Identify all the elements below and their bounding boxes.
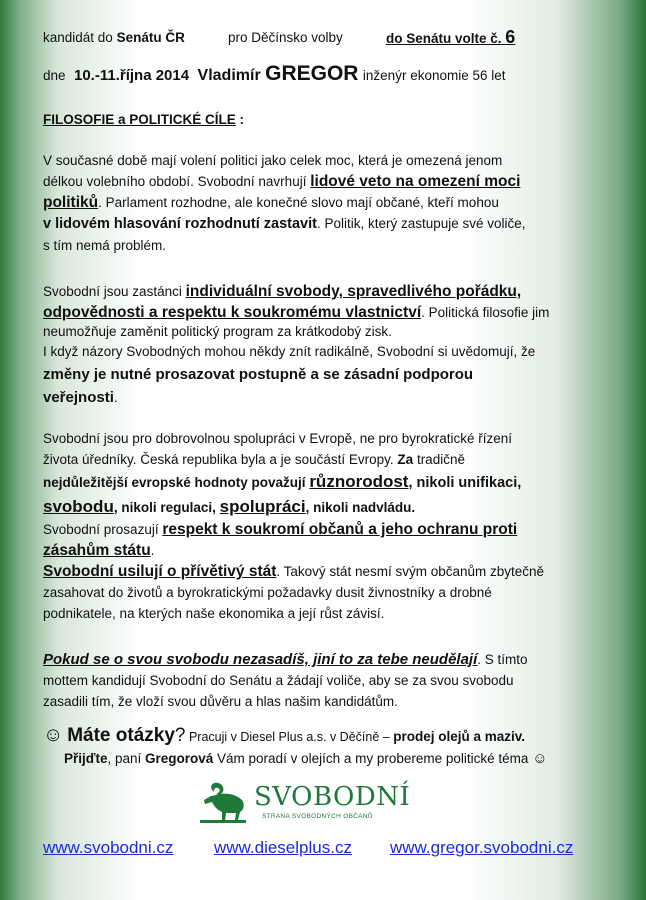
paragraph-4 [43, 649, 528, 712]
vote-label: do Senátu volte č. [386, 31, 506, 46]
link-dieselplus[interactable]: www.dieselplus.cz [214, 838, 352, 857]
section-title-colon: : [239, 112, 245, 127]
smiley-icon: ☺ [532, 750, 548, 767]
bold-text: , nikoli regulaci, [113, 500, 220, 515]
bold-text: nejdůležitější evropské hodnoty považují [43, 475, 310, 490]
link-svobodni[interactable]: www.svobodni.cz [43, 838, 174, 857]
header-election: pro Děčínsko volby [228, 30, 343, 45]
text-span: délkou volebního období. Svobodní navrhují [43, 174, 311, 189]
question-mark: ? [174, 725, 186, 746]
bold-text: v lidovém hlasování rozhodnutí zastavit [43, 216, 317, 232]
logo-subtitle: STRANA SVOBODNÝCH OBČANŮ [262, 813, 373, 820]
text-span: Svobodní prosazují [43, 522, 163, 537]
election-date: 10.-11.října 2014 [73, 67, 190, 84]
text-line: V současné době mají volení politici jako celek moc, která je omezená jenom [43, 153, 503, 168]
text-line [43, 449, 544, 470]
contact-line-1 [43, 724, 525, 747]
header-senate: Senátu ČR [116, 30, 185, 45]
text-line [43, 171, 526, 192]
vote-number: 6 [505, 27, 516, 47]
link-gregor[interactable]: www.gregor.svobodni.cz [390, 838, 574, 857]
bold-text: , nikoli unifikaci, [408, 475, 522, 491]
text-span: . S tímto [477, 652, 528, 667]
text-line: s tím nemá problém. [43, 238, 167, 253]
header-vote-number [386, 27, 515, 48]
text-span: . Parlament rozhodne, ale konečné slovo mají občané, kteří mohou [98, 195, 499, 210]
products-text: prodej olejů a maziv. [393, 729, 525, 744]
motto-text: Pokud se o svou svobodu nezasadíš, jiní to za tebe neudělají [43, 651, 478, 668]
text-span: života úředníky. Česká republika byla a je součástí Evropy. [43, 452, 398, 467]
questions-heading: Máte otázky [67, 725, 175, 746]
text-line: neumožňuje zaměnit politický program za krátkodobý zisk. [43, 324, 392, 339]
text-line [43, 495, 544, 519]
text-line [43, 192, 526, 213]
candidate-info: inženýr ekonomie 56 let [362, 68, 506, 83]
text-line [43, 649, 528, 670]
highlight-text: respekt k soukromí občanů a jeho ochranu proti [162, 521, 518, 538]
text-span: Vám poradí v olejích a my probereme politické téma [213, 751, 533, 766]
bold-text: veřejnosti [43, 389, 114, 406]
text-line: mottem kandidují Svobodní do Senátu a žádají voliče, aby se za svou svobodu [43, 673, 514, 688]
highlight-text: zásahům státu [43, 542, 151, 559]
text-line [43, 561, 544, 582]
highlight-text: odpovědnosti a respektu k soukromému vlastnictví [43, 304, 422, 321]
text-line: Svobodní jsou pro dobrovolnou spolupráci v Evropě, ne pro byrokratické řízení [43, 431, 513, 446]
work-text: Pracuji v Diesel Plus a.s. v Děčíně – [185, 730, 394, 744]
text-span: . Politická filosofie jim [421, 305, 550, 320]
highlight-text: lidové veto na omezení moci [310, 173, 521, 190]
highlight-text: individuální svobody, spravedlivého pořádku, [185, 283, 522, 300]
highlight-text: svobodu [43, 497, 114, 516]
text-span: , paní [107, 751, 145, 766]
text-span: . [113, 390, 118, 405]
bold-text: Gregorová [145, 751, 214, 766]
bold-text: , nikoli nadvládu. [305, 500, 416, 515]
text-line: I když názory Svobodných mohou někdy znít radikálně, Svobodní si uvědomují, že [43, 344, 536, 359]
text-line [43, 213, 526, 235]
highlight-text: Svobodní usilují o přívětivý stát [43, 563, 277, 580]
bold-text: Za [397, 452, 414, 467]
text-line [43, 519, 544, 540]
ram-icon [198, 780, 248, 826]
highlight-text: různorodost [309, 472, 409, 491]
text-line: podnikatele, na kterých naše ekonomika a její růst závisí. [43, 606, 385, 621]
text-line [43, 281, 549, 302]
paragraph-1 [43, 150, 526, 256]
text-span: tradičně [413, 452, 465, 467]
header-text: kandidát do [43, 30, 117, 45]
text-line [43, 540, 544, 561]
section-title-text: FILOSOFIE a POLITICKÉ CÍLE [43, 112, 236, 127]
highlight-text: spolupráci [219, 497, 306, 516]
header-line-1 [43, 30, 185, 45]
logo-text: SVOBODNÍ [254, 782, 411, 812]
paragraph-2 [43, 281, 549, 409]
bold-text: změny je nutné prosazovat postupně a se zásadní podporou [43, 366, 474, 383]
text-span: . Politik, který zastupuje své voliče, [316, 216, 526, 231]
contact-line-2 [64, 750, 548, 767]
paragraph-3 [43, 428, 544, 624]
text-span: Svobodní jsou zastánci [43, 284, 186, 299]
text-span: . Takový stát nesmí svým občanům zbytečně [276, 564, 545, 579]
date-label: dne [43, 68, 66, 83]
candidate-first-name: Vladimír [197, 67, 261, 84]
candidate-last-name: GREGOR [265, 62, 359, 85]
text-line: zasadili tím, že vloží svou důvěru a hlas našim kandidátům. [43, 694, 398, 709]
svobodni-logo [198, 780, 411, 826]
text-span: . [150, 543, 155, 558]
text-line [43, 470, 544, 495]
bold-text: Přijďte [64, 751, 108, 766]
text-line [43, 302, 549, 323]
section-title [43, 112, 244, 127]
header-line-2 [43, 62, 506, 86]
highlight-text: politiků [43, 194, 99, 211]
smiley-icon: ☺ [43, 724, 64, 746]
text-line: zasahovat do životů a byrokratickými požadavky dusit živnostníky a drobné [43, 585, 492, 600]
